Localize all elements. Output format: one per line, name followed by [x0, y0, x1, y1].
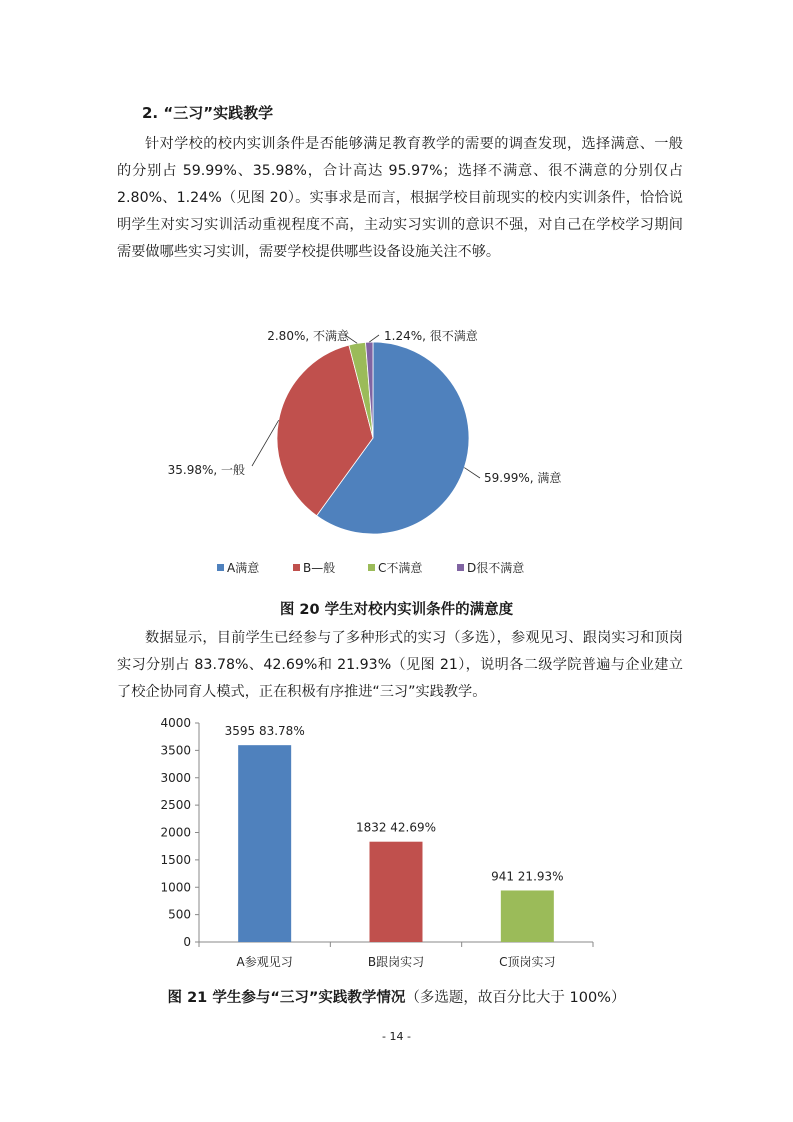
y-tick-label: 2000 [160, 825, 191, 840]
x-tick-label: B跟岗实习 [367, 955, 425, 969]
legend-label: B—般 [303, 561, 336, 575]
figure-21-caption [0, 986, 793, 1007]
y-tick-label: 3000 [160, 770, 191, 785]
legend-label: C不满意 [378, 561, 423, 575]
y-tick-label: 500 [168, 907, 191, 922]
y-tick-label: 1500 [160, 852, 191, 867]
y-tick-label: 4000 [160, 716, 191, 730]
bar-data-label: 941 21.93% [491, 869, 564, 884]
pie-data-label: 2.80%, 不满意 [267, 329, 349, 343]
pie-data-label: 59.99%, 满意 [484, 471, 562, 485]
paragraph-internship: 数据显示，目前学生已经参与了多种形式的实习（多选），参观见习、跟岗实习和顶岗实习分别占 83.78%、42.69%和 21.93%（见图 21），说明各二级学院普遍与企业建立了校企协同育人模式，正在积极有序推进“三习”实践教学。 [117, 630, 683, 700]
pie-data-label: 35.98%, 一般 [167, 463, 245, 477]
x-tick-label: C顶岗实习 [499, 955, 556, 969]
legend-label: A满意 [227, 561, 260, 575]
figure-20-caption: 图 20 学生对校内实训条件的满意度 [279, 602, 514, 618]
bar-data-label: 1832 42.69% [355, 820, 437, 835]
y-tick-label: 2500 [160, 798, 191, 813]
section-heading: 2. “三习”实践教学 [142, 104, 274, 122]
bar-data-label: 3595 83.78% [224, 724, 305, 739]
bar [238, 745, 291, 942]
y-tick-label: 3500 [160, 743, 191, 758]
paragraph-satisfaction: 针对学校的校内实训条件是否能够满足教育教学的需要的调查发现，选择满意、一般的分别占 59.99%、35.98%，合计高达 95.97%；选择不满意、很不满意的分别仅占 2.80%、1.24%（见图 20）。实事求是而言，根据学校目前现实的校内实训条件，恰恰说明学生对实习实训活动重视程度不高，主动实习实训的意识不强，对自己在学校学习期间需要做哪些实习实训，需要学校提供哪些设备设施关注不够。 [117, 136, 683, 260]
page-number: - 14 - [382, 1030, 411, 1043]
bar [370, 842, 423, 942]
x-tick-label: A参观见习 [236, 955, 293, 969]
legend-label: D很不满意 [467, 561, 525, 575]
y-tick-label: 1000 [160, 880, 191, 895]
figure-21-caption-title: 图 21 学生参与“三习”实践教学情况 [167, 990, 406, 1006]
bar [501, 890, 554, 942]
y-tick-label: 0 [183, 935, 191, 949]
figure-21-caption-note: （多选题，故百分比大于 100%） [405, 990, 626, 1006]
pie-data-label: 1.24%, 很不满意 [384, 329, 478, 343]
